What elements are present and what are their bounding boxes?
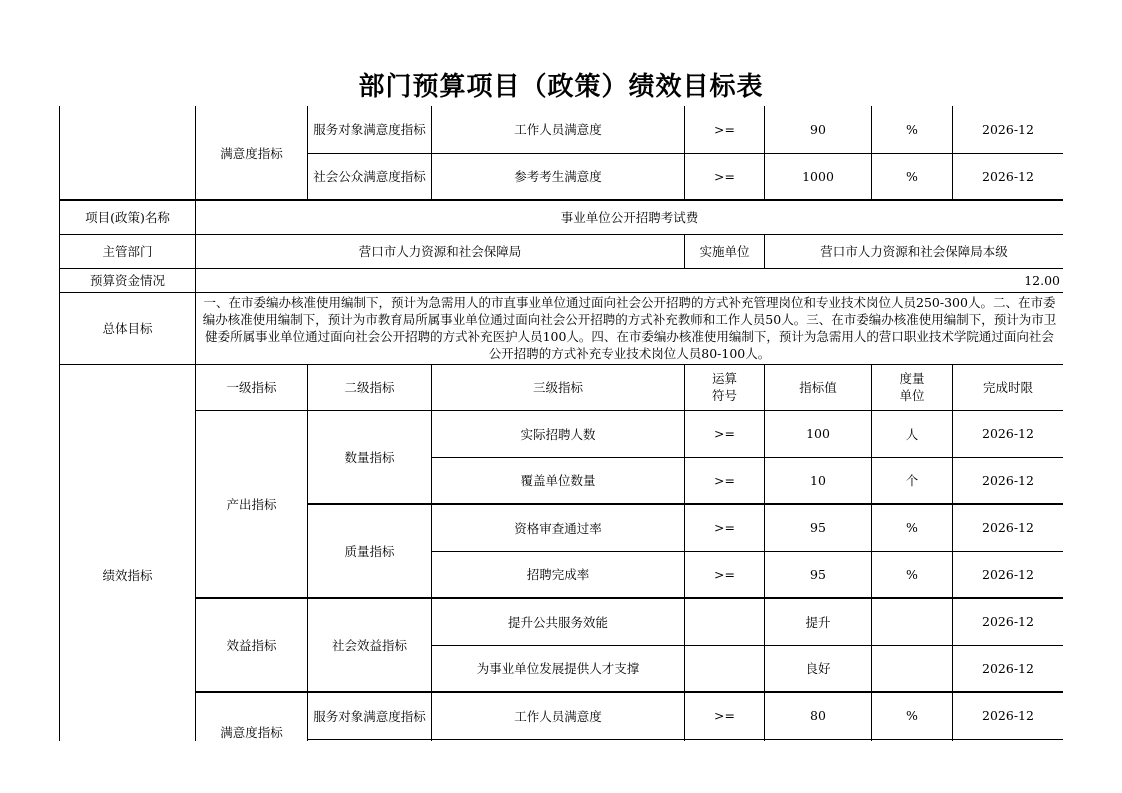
operator-cell [685, 598, 765, 645]
target-value-cell [765, 739, 872, 741]
satisfaction-indicator-cell: 满意度指标 [196, 692, 308, 741]
operator-cell: >= [685, 551, 765, 598]
overall-goal-text: 一、在市委编办核准使用编制下，预计为急需用人的市直事业单位通过面向社会公开招聘的方式补充管理岗位和专业技术岗位人员250-300人。二、在市委编办核准使用编制下，预计为市教育局所属事业单位通过面向社会公开招聘的方式补充教师和工作人员50人。三、在市委编办核准使用编制下，预计为市卫健委所属事业单位通过面向社会公开招聘的方式补充医护人员100人。四、在市委编办核准使用编制下，预计为急需用人的营口职业技术学院通过面向社会公开招聘的方式补充专业技术岗位人员80-100人。 [196, 292, 1064, 364]
operator-cell: >= [685, 106, 765, 153]
tertiary-indicator-cell: 资格审查通过率 [432, 504, 685, 551]
column-header-operator: 运算 符号 [685, 364, 765, 410]
table-row [60, 106, 1064, 153]
column-header-value: 指标值 [765, 364, 872, 410]
table-row [60, 410, 1064, 457]
implementing-unit-value: 营口市人力资源和社会保障局本级 [765, 234, 1064, 268]
benefit-indicator-cell: 效益指标 [196, 598, 308, 692]
operator-cell [685, 645, 765, 692]
operator-cell: >= [685, 504, 765, 551]
tertiary-indicator-cell: 提升公共服务效能 [432, 598, 685, 645]
deadline-cell: 2026-12 [953, 504, 1064, 551]
deadline-cell: 2026-12 [953, 106, 1064, 153]
department-value: 营口市人力资源和社会保障局 [196, 234, 685, 268]
unit-cell: % [872, 153, 953, 200]
deadline-cell: 2026-12 [953, 457, 1064, 504]
budget-label: 预算资金情况 [60, 268, 196, 292]
unit-cell: % [872, 106, 953, 153]
table-header-row [60, 364, 1064, 410]
unit-cell [872, 645, 953, 692]
output-indicator-cell: 产出指标 [196, 410, 308, 598]
column-header-level1: 一级指标 [196, 364, 308, 410]
table-row [60, 598, 1064, 645]
tertiary-indicator-cell: 参考考生满意度 [432, 153, 685, 200]
secondary-indicator-cell: 服务对象满意度指标 [308, 692, 432, 739]
target-value-cell: 良好 [765, 645, 872, 692]
operator-cell: >= [685, 692, 765, 739]
table-row [60, 268, 1064, 292]
satisfaction-indicator-cell: 满意度指标 [196, 106, 308, 200]
tertiary-indicator-cell: 实际招聘人数 [432, 410, 685, 457]
budget-performance-sheet [59, 106, 1063, 741]
target-value-cell: 95 [765, 504, 872, 551]
unit-cell: % [872, 504, 953, 551]
deadline-cell: 2026-12 [953, 692, 1064, 739]
table-row [60, 692, 1064, 739]
project-name-value: 事业单位公开招聘考试费 [196, 200, 1064, 234]
unit-cell: 个 [872, 457, 953, 504]
tertiary-indicator-cell: 覆盖单位数量 [432, 457, 685, 504]
target-value-cell: 95 [765, 551, 872, 598]
unit-cell: % [872, 551, 953, 598]
target-value-cell: 80 [765, 692, 872, 739]
target-value-cell: 1000 [765, 153, 872, 200]
social-benefit-indicator-cell: 社会效益指标 [308, 598, 432, 692]
overall-goal-label: 总体目标 [60, 292, 196, 364]
operator-cell: >= [685, 457, 765, 504]
deadline-cell: 2026-12 [953, 410, 1064, 457]
table-row [60, 234, 1064, 268]
target-value-cell: 90 [765, 106, 872, 153]
operator-cell: >= [685, 410, 765, 457]
secondary-indicator-cell: 社会公众满意度指标 [308, 153, 432, 200]
tertiary-indicator-cell [432, 739, 685, 741]
tertiary-indicator-cell: 为事业单位发展提供人才支撑 [432, 645, 685, 692]
secondary-indicator-cell [308, 739, 432, 741]
performance-table [59, 106, 1063, 741]
deadline-cell: 2026-12 [953, 598, 1064, 645]
tertiary-indicator-cell: 工作人员满意度 [432, 106, 685, 153]
table-row [60, 292, 1064, 364]
column-header-unit: 度量 单位 [872, 364, 953, 410]
unit-cell [872, 598, 953, 645]
quality-indicator-cell: 质量指标 [308, 504, 432, 598]
performance-indicator-label: 绩效指标 [60, 364, 196, 741]
deadline-cell [953, 739, 1064, 741]
unit-cell: % [872, 692, 953, 739]
target-value-cell: 提升 [765, 598, 872, 645]
deadline-cell: 2026-12 [953, 551, 1064, 598]
tertiary-indicator-cell: 招聘完成率 [432, 551, 685, 598]
quantity-indicator-cell: 数量指标 [308, 410, 432, 504]
table-row [60, 200, 1064, 234]
column-header-level3: 三级指标 [432, 364, 685, 410]
target-value-cell: 10 [765, 457, 872, 504]
project-name-label: 项目(政策)名称 [60, 200, 196, 234]
department-label: 主管部门 [60, 234, 196, 268]
operator-cell [685, 739, 765, 741]
secondary-indicator-cell: 服务对象满意度指标 [308, 106, 432, 153]
deadline-cell: 2026-12 [953, 645, 1064, 692]
unit-cell [872, 739, 953, 741]
tertiary-indicator-cell: 工作人员满意度 [432, 692, 685, 739]
column-header-deadline: 完成时限 [953, 364, 1064, 410]
target-value-cell: 100 [765, 410, 872, 457]
operator-cell: >= [685, 153, 765, 200]
page-title: 部门预算项目（政策）绩效目标表 [358, 72, 764, 102]
unit-cell: 人 [872, 410, 953, 457]
deadline-cell: 2026-12 [953, 153, 1064, 200]
column-header-level2: 二级指标 [308, 364, 432, 410]
blank-label-cell [60, 106, 196, 200]
budget-value: 12.00 [196, 268, 1064, 292]
implementing-unit-label: 实施单位 [685, 234, 765, 268]
